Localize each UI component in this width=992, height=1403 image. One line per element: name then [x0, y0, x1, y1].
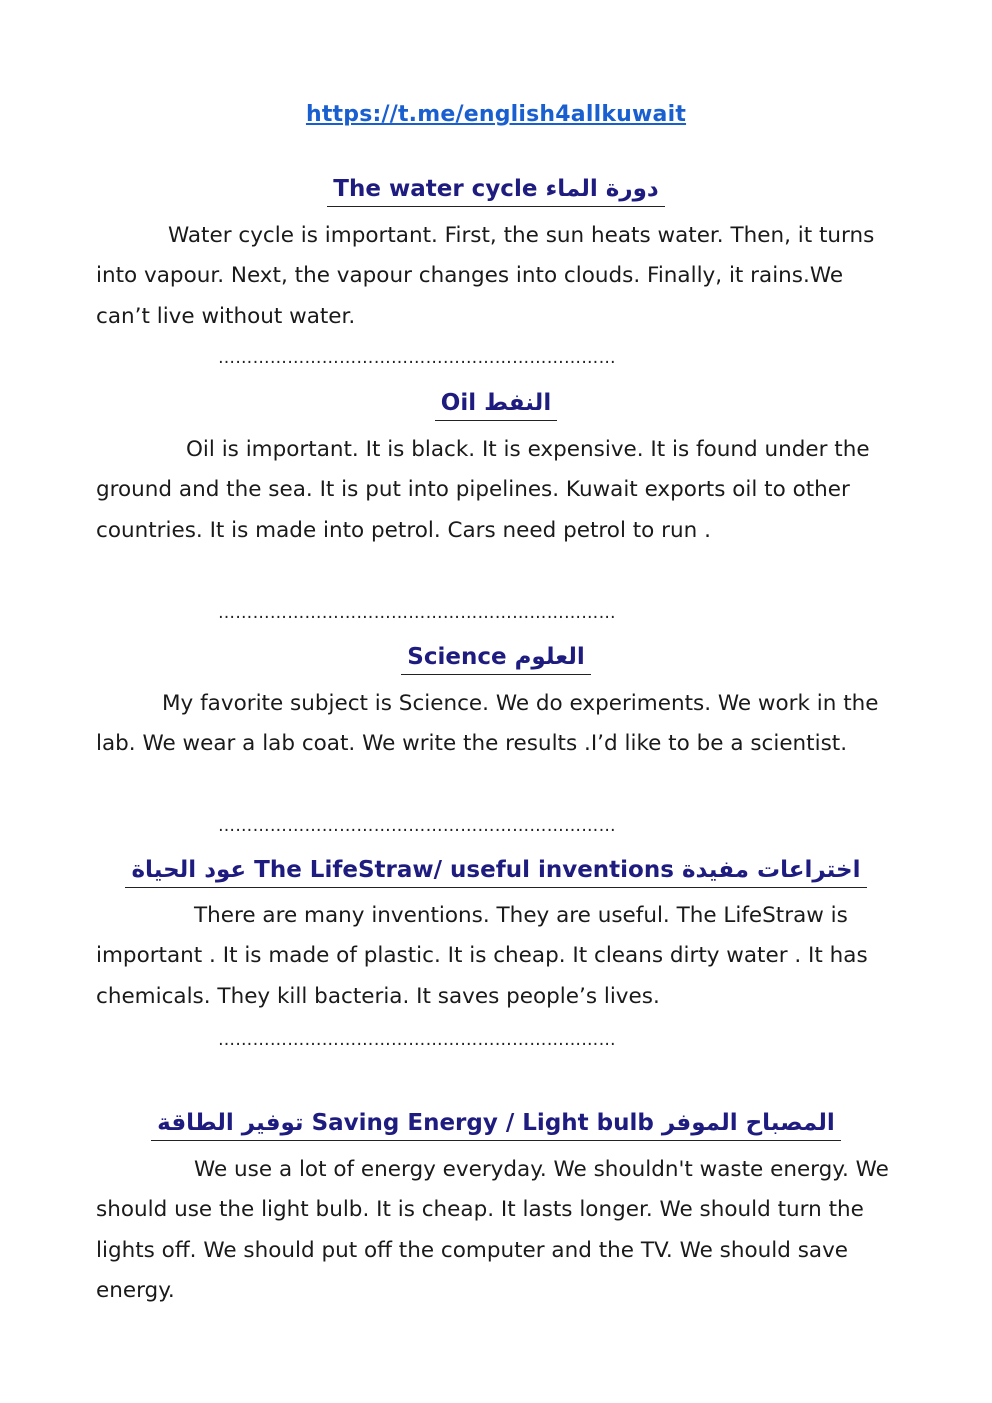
paragraph-saving-energy: We use a lot of energy everyday. We shouldn't waste energy. We should use the light bulb. It is cheap. It lasts longer. We should turn the lights off. We should put off the computer and the TV. We should save energy.: [96, 1157, 889, 1303]
heading-text: توفير الطاقة Saving Energy / Light bulb المصباح الموفر: [151, 1108, 841, 1141]
separator-dots: ……………………………………………………………: [218, 603, 616, 623]
paragraph-science: My favorite subject is Science. We do experiments. We work in the lab. We wear a lab coat. We write the results .I’d like to be a scientist.: [96, 691, 879, 757]
separator-dots: ……………………………………………………………: [218, 816, 616, 836]
heading-text: The water cycle دورة الماء: [327, 174, 664, 207]
paragraph-oil: Oil is important. It is black. It is expensive. It is found under the ground and the sea. It is put into pipelines. Kuwait exports oil to other countries. It is made into petrol. Cars need petrol to run .: [96, 437, 870, 543]
separator-dots: ……………………………………………………………: [218, 348, 616, 368]
section-heading-lifestraw: [0, 855, 992, 888]
heading-text: Oil النفط: [435, 388, 557, 421]
paragraph-lifestraw: There are many inventions. They are useful. The LifeStraw is important . It is made of plastic. It is cheap. It cleans dirty water . It has chemicals. They kill bacteria. It saves people’s lives.: [96, 903, 868, 1009]
section-heading-water-cycle: [0, 174, 992, 207]
separator-dots: ……………………………………………………………: [218, 1030, 616, 1050]
section-heading-saving-energy: [0, 1108, 992, 1141]
section-heading-oil: [0, 388, 992, 421]
telegram-link[interactable]: https://t.me/english4allkuwait: [305, 102, 687, 127]
section-heading-science: [0, 642, 992, 675]
paragraph-water-cycle: Water cycle is important. First, the sun heats water. Then, it turns into vapour. Next, the vapour changes into clouds. Finally, it rains.We can’t live without water.: [96, 223, 875, 329]
heading-text: Science العلوم: [401, 642, 590, 675]
heading-text: عود الحياة The LifeStraw/ useful inventions اختراعات مفيدة: [125, 855, 866, 888]
